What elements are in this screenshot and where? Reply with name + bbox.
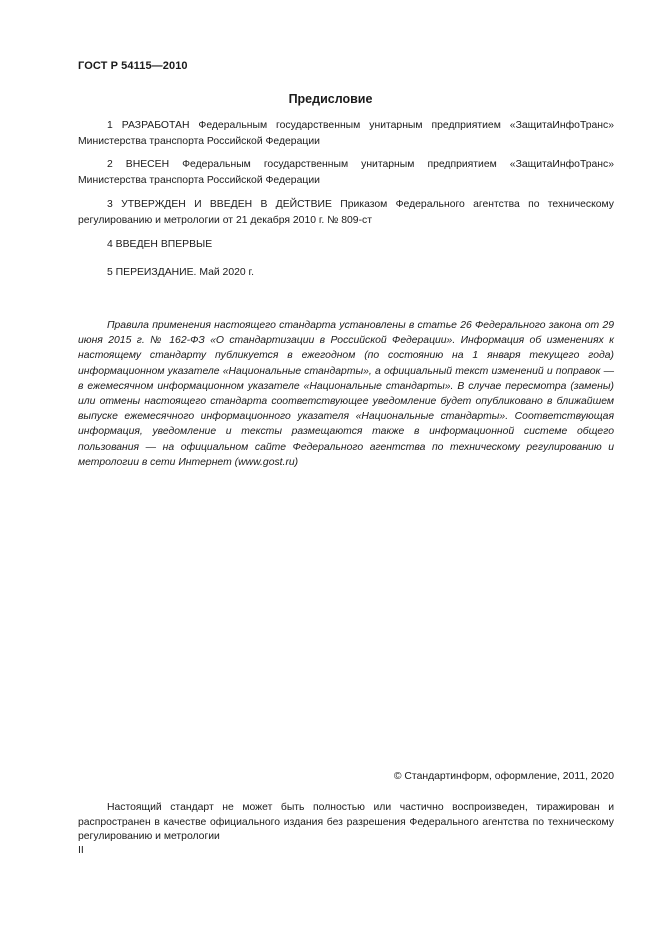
rights-text: Настоящий стандарт не может быть полностью или частично воспроизведен, тиражирован и распространен в качестве официального издания без разрешения Федерального агентства по техническому регулированию и метрологии	[78, 802, 614, 843]
foreword-item-3	[78, 197, 614, 229]
page-number: II	[78, 844, 84, 856]
foreword-item-text: 4 ВВЕДЕН ВПЕРВЫЕ	[107, 239, 213, 250]
foreword-item-text: 2 ВНЕСЕН Федеральным государственным унитарным предприятием «ЗащитаИнфоТранс» Министерства транспорта Российской Федерации	[78, 159, 614, 186]
foreword-item-text: 5 ПЕРЕИЗДАНИЕ. Май 2020 г.	[107, 267, 254, 278]
note-text: Правила применения настоящего стандарта установлены в статье 26 Федерального закона от 29 июня 2015 г. № 162-ФЗ «О стандартизации в Российской Федерации». Информация об изменениях к настоящему стандарту публикуется в ежегодном (по состоянию на 1 января текущего года) информационном указателе «Национальные стандарты», а официальный текст изменений и поправок — в ежемесячном информационном указателе «Национальные стандарты». В случае пересмотра (замены) или отмены настоящего стандарта соответствующее уведомление будет опубликовано в ближайшем выпуске ежемесячного информационного указателя «Национальные стандарты». Соответствующая информация, уведомление и тексты размещаются также в информационной системе общего пользования — на официальном сайте Федерального агентства по техническому регулированию и метрологии в сети Интернет (www.gost.ru)	[78, 320, 614, 468]
page-title: Предисловие	[288, 92, 373, 106]
foreword-item-4	[78, 237, 614, 253]
rights-notice	[78, 801, 614, 845]
foreword-item-5	[78, 265, 614, 281]
foreword-item-text: 1 РАЗРАБОТАН Федеральным государственным унитарным предприятием «ЗащитаИнфоТранс» Министерства транспорта Российской Федерации	[78, 120, 614, 147]
foreword-item-1	[78, 118, 614, 150]
application-rules-note	[78, 318, 614, 470]
foreword-item-2	[78, 157, 614, 189]
document-code: ГОСТ Р 54115—2010	[78, 60, 188, 72]
copyright-notice: © Стандартинформ, оформление, 2011, 2020	[393, 771, 614, 782]
foreword-item-text: 3 УТВЕРЖДЕН И ВВЕДЕН В ДЕЙСТВИЕ Приказом Федерального агентства по техническому регулированию и метрологии от 21 декабря 2010 г. № 809-ст	[78, 199, 614, 226]
